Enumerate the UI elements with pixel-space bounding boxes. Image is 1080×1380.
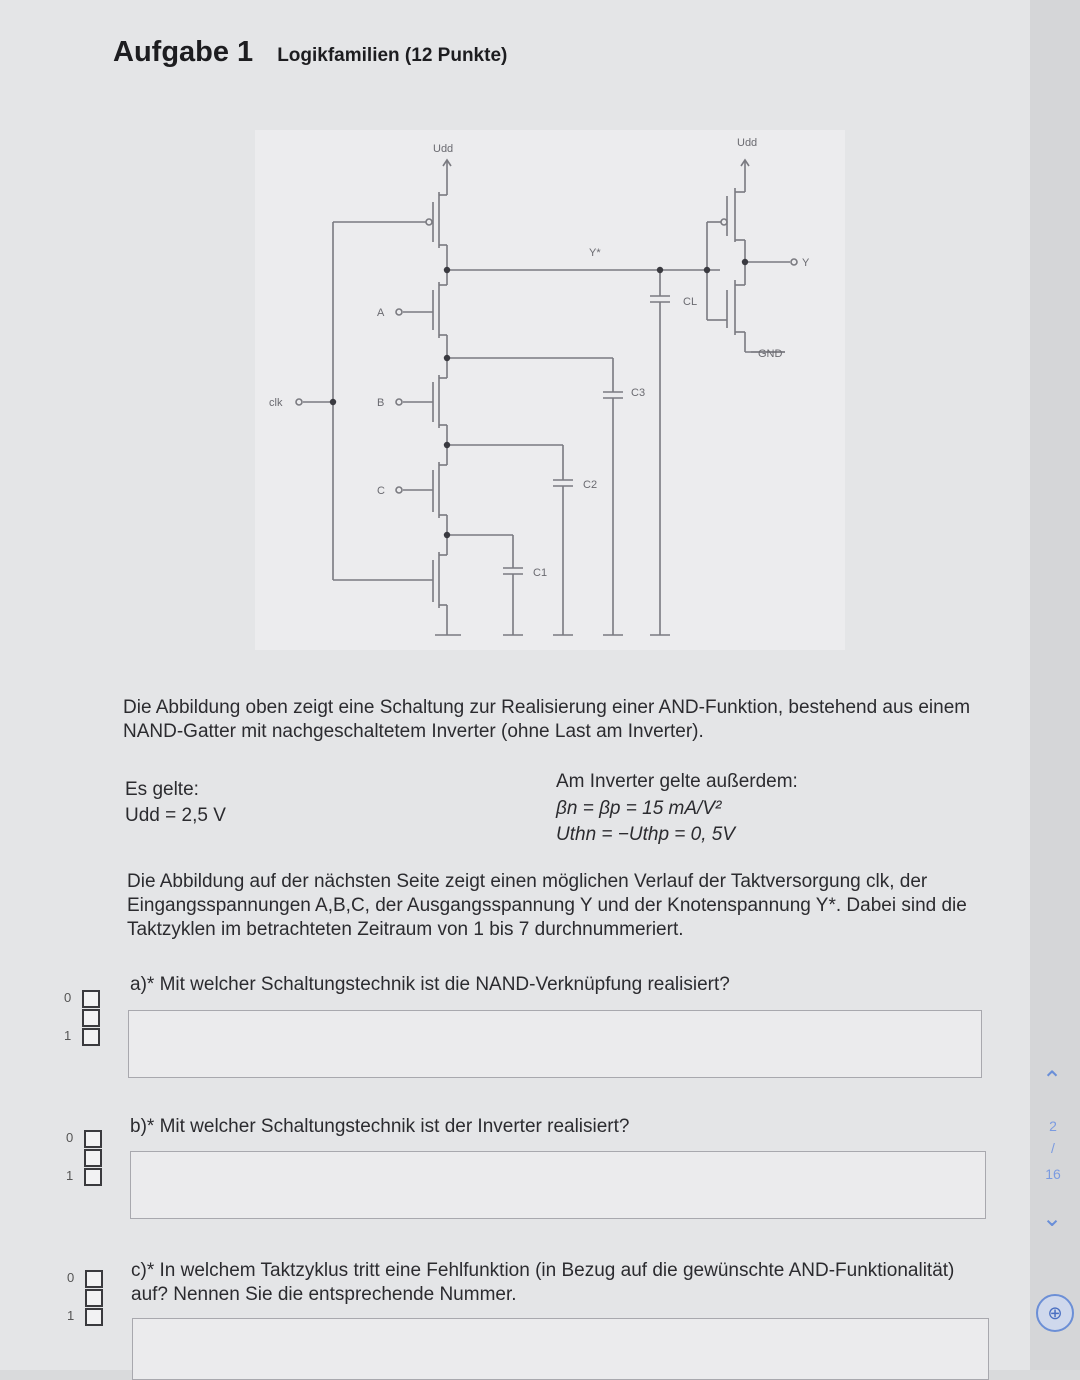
zoom-in-icon[interactable]: ⊕ [1036,1294,1074,1332]
grading-boxes-c [63,1270,123,1330]
question-b: b)* Mit welcher Schaltungstechnik ist der Inverter realisiert? [130,1116,630,1137]
task-title: Aufgabe 1 [113,36,254,68]
inverter-uth: Uthn = −Uthp = 0, 5V [556,824,736,845]
grade-checkbox-one[interactable] [82,1028,100,1046]
page-separator: / [1051,1140,1055,1156]
inverter-heading: Am Inverter gelte außerdem: [556,771,798,792]
grade-one-label: 1 [64,1028,72,1043]
label-cl: CL [683,296,698,308]
task-header [113,36,507,69]
intro-paragraph: Die Abbildung oben zeigt eine Schaltung zur Realisierung einer AND-Funktion, bestehend aus einem NAND-Gatter mit nachgeschaltetem Inverter (ohne Last am Inverter). [123,697,971,742]
label-udd-right: Udd [737,137,758,149]
label-c3: C3 [631,387,646,399]
grade-checkbox-zero[interactable] [85,1270,103,1288]
grade-one-label: 1 [66,1168,74,1183]
label-y-out: Y [802,257,810,269]
chevron-down-icon[interactable]: ⌄ [1042,1205,1063,1232]
answer-field-a[interactable] [128,1010,982,1078]
label-c1: C1 [533,567,548,579]
current-page: 2 [1049,1118,1057,1134]
grade-checkbox-one[interactable] [85,1308,103,1326]
circuit-diagram [255,130,845,650]
page-navigation [1030,0,1080,1370]
grade-checkbox-one[interactable] [84,1168,102,1186]
label-input-c: C [377,485,385,497]
grade-checkbox-mid[interactable] [85,1289,103,1307]
circuit-svg [255,130,845,650]
description-paragraph: Die Abbildung auf der nächsten Seite zeigt einen möglichen Verlauf der Taktversorgung clk, der Eingangsspannungen A,B,C, der Ausgangsspannung Y und der Knotenspannung Y*. Dabei sind die Taktzyklen im betrachteten Zeitraum von 1 bis 7 durchnummeriert. [127,871,967,940]
given-udd: Udd = 2,5 V [125,805,226,826]
answer-field-b[interactable] [130,1151,986,1219]
grade-checkbox-zero[interactable] [84,1130,102,1148]
label-input-b: B [377,397,385,409]
label-c2: C2 [583,479,598,491]
question-c: c)* In welchem Taktzyklus tritt eine Fehlfunktion (in Bezug auf die gewünschte AND-Funktionalität) auf? Nennen Sie die entsprechende Nummer. [131,1260,955,1305]
grade-checkbox-mid[interactable] [84,1149,102,1167]
given-label: Es gelte: [125,779,199,800]
chevron-up-icon[interactable]: ⌃ [1042,1067,1063,1094]
grade-zero-label: 0 [66,1130,74,1145]
task-subtitle: Logikfamilien (12 Punkte) [277,45,508,66]
grade-checkbox-mid[interactable] [82,1009,100,1027]
answer-field-c[interactable] [132,1318,989,1380]
label-ystar: Y* [589,247,601,259]
label-input-a: A [377,307,385,319]
label-gnd: GND [758,348,783,360]
grade-zero-label: 0 [64,990,72,1005]
grading-boxes-a [60,990,120,1050]
label-udd-left: Udd [433,143,454,155]
total-pages: 16 [1045,1166,1061,1182]
grade-checkbox-zero[interactable] [82,990,100,1008]
label-clk: clk [269,397,283,409]
grading-boxes-b [62,1130,122,1190]
question-a: a)* Mit welcher Schaltungstechnik ist die NAND-Verknüpfung realisiert? [130,974,730,995]
inverter-beta: βn = βp = 15 mA/V² [556,798,722,819]
grade-zero-label: 0 [67,1270,75,1285]
grade-one-label: 1 [67,1308,75,1323]
